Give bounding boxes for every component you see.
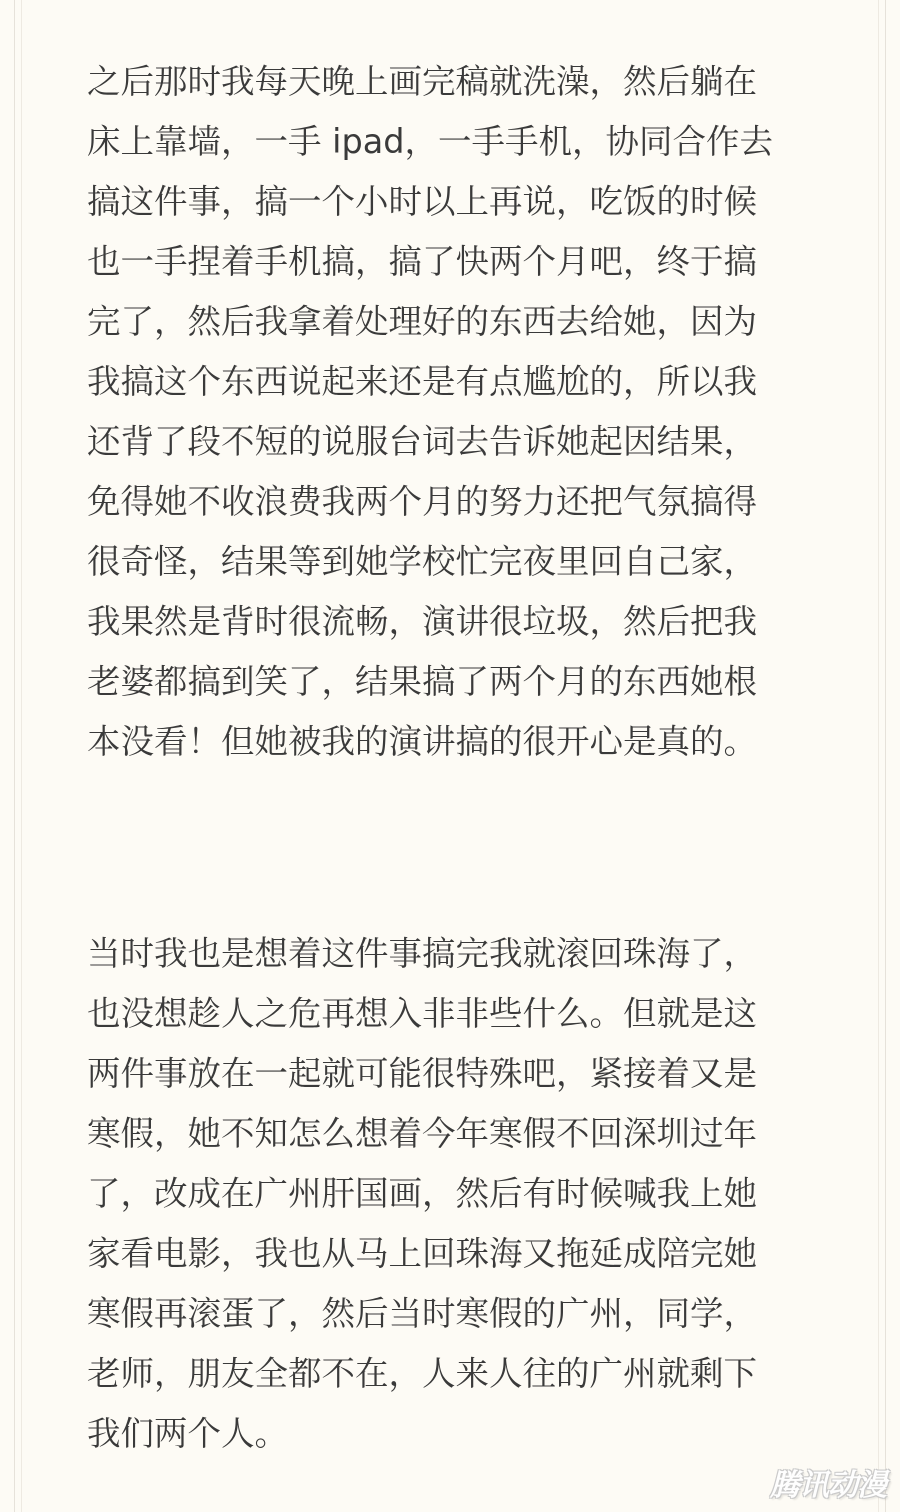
text-line: 之后那时我每天晚上画完稿就洗澡，然后躺在 — [87, 62, 757, 101]
watermark-logo: 腾讯动漫 — [770, 1468, 886, 1503]
text-line: 床上靠墙，一手 ipad，一手手机，协同合作去 — [87, 122, 774, 161]
text-line: 寒假再滚蛋了，然后当时寒假的广州，同学， — [87, 1294, 757, 1333]
text-line: 家看电影，我也从马上回珠海又拖延成陪完她 — [87, 1234, 757, 1273]
text-line: 还背了段不短的说服台词去告诉她起因结果， — [87, 422, 757, 461]
text-line: 老婆都搞到笑了，结果搞了两个月的东西她根 — [87, 662, 757, 701]
text-line: 两件事放在一起就可能很特殊吧，紧接着又是 — [87, 1054, 757, 1093]
text-line: 搞这件事，搞一个小时以上再说，吃饭的时候 — [87, 182, 757, 221]
paragraph-2 — [87, 924, 799, 1464]
text-line: 了，改成在广州肝国画，然后有时候喊我上她 — [87, 1174, 757, 1213]
article-body — [87, 52, 799, 1464]
text-line: 老师，朋友全都不在，人来人往的广州就剩下 — [87, 1354, 757, 1393]
text-line: 当时我也是想着这件事搞完我就滚回珠海了， — [87, 934, 757, 973]
text-line: 也一手捏着手机搞，搞了快两个月吧，终于搞 — [87, 242, 757, 281]
paragraph-spacer — [87, 772, 799, 924]
text-line: 我们两个人。 — [87, 1414, 288, 1453]
text-line: 本没看！但她被我的演讲搞的很开心是真的。 — [87, 722, 757, 761]
text-line: 我果然是背时很流畅，演讲很垃圾，然后把我 — [87, 602, 757, 641]
text-line: 很奇怪，结果等到她学校忙完夜里回自己家， — [87, 542, 757, 581]
text-line: 寒假，她不知怎么想着今年寒假不回深圳过年 — [87, 1114, 757, 1153]
paragraph-1 — [87, 52, 799, 772]
text-line: 我搞这个东西说起来还是有点尴尬的，所以我 — [87, 362, 757, 401]
text-line: 免得她不收浪费我两个月的努力还把气氛搞得 — [87, 482, 757, 521]
text-line: 也没想趁人之危再想入非非些什么。但就是这 — [87, 994, 757, 1033]
text-line: 完了，然后我拿着处理好的东西去给她，因为 — [87, 302, 757, 341]
